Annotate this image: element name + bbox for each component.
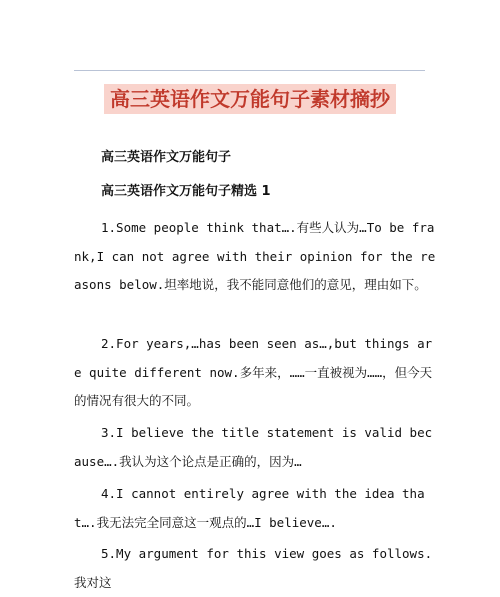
- document-title: 高三英语作文万能句子素材摘抄: [104, 84, 396, 114]
- paragraph-1: 1.Some people think that….有些人认为…To be frank,I can not agree with their opinion for the reasons below.坦率地说，我不能同意他们的意见，理由如下。: [74, 220, 436, 292]
- paragraph-2: 2.For years,…has been seen as…,but things are quite different now.多年来，……一直被视为……，但今天的情况有很大的不同。: [74, 336, 433, 408]
- top-divider: [74, 70, 425, 71]
- title-container: [0, 84, 500, 114]
- paragraph-3: 3.I believe the title statement is valid because….我认为这个论点是正确的，因为…: [74, 425, 433, 469]
- paragraph-5: 5.My argument for this view goes as follows.我对这: [74, 546, 433, 590]
- section-heading: 高三英语作文万能句子: [101, 150, 232, 165]
- paragraph-4: 4.I cannot entirely agree with the idea that….我无法完全同意这一观点的…I believe….: [74, 486, 425, 530]
- subsection-heading: 高三英语作文万能句子精选 1: [101, 184, 271, 199]
